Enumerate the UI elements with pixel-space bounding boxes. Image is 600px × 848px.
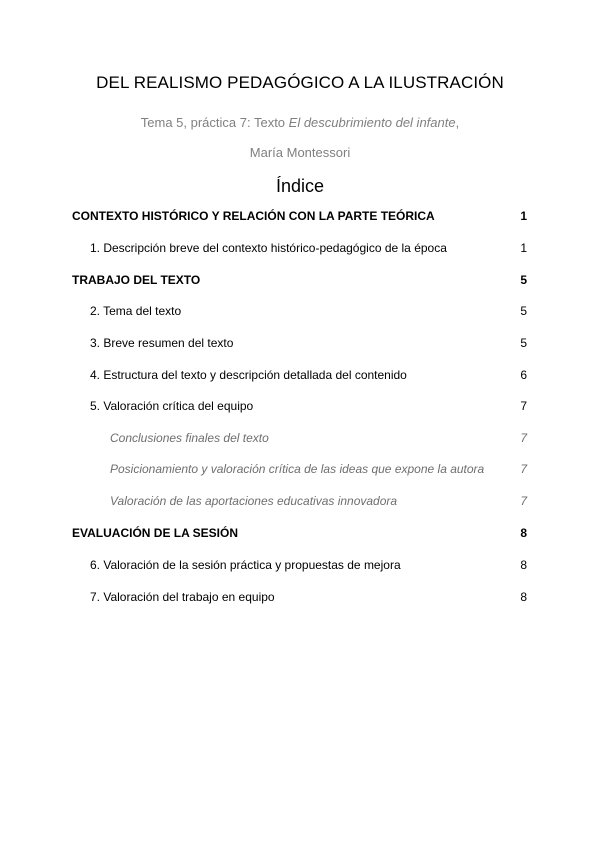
toc-entry-label: 3. Breve resumen del texto	[90, 336, 234, 350]
toc-item-7[interactable]	[90, 588, 527, 606]
toc-entry-label: CONTEXTO HISTÓRICO Y RELACIÓN CON LA PARTE TEÓRICA	[72, 209, 435, 223]
toc-entry-page: 1	[520, 241, 527, 255]
toc-item-6[interactable]	[90, 556, 527, 574]
toc-heading: Índice	[275, 176, 325, 196]
toc-entry-label: 4. Estructura del texto y descripción detallada del contenido	[90, 368, 407, 382]
subtitle-suffix: ,	[455, 115, 460, 130]
toc-entry-label: Conclusiones finales del texto	[110, 431, 269, 445]
subtitle-work-title: El descubrimiento del infante	[288, 115, 456, 130]
toc-entry-label: 7. Valoración del trabajo en equipo	[90, 590, 275, 604]
toc-entry-label: 2. Tema del texto	[90, 304, 182, 318]
toc-entry-page: 8	[520, 558, 527, 572]
toc-entry-label: Valoración de las aportaciones educativas innovadora	[110, 494, 398, 508]
toc-entry-page: 7	[520, 399, 527, 413]
toc-entry-page: 6	[520, 368, 527, 382]
toc-entry-page: 5	[520, 336, 527, 350]
toc-entry-label: 5. Valoración crítica del equipo	[90, 399, 254, 413]
toc-item-3[interactable]	[90, 334, 527, 352]
toc-entry-page: 1	[520, 209, 527, 223]
toc-entry-label: 6. Valoración de la sesión práctica y propuestas de mejora	[90, 558, 401, 572]
toc-entry-label: EVALUACIÓN DE LA SESIÓN	[72, 526, 239, 540]
toc-entry-page: 5	[520, 273, 527, 287]
toc-entry-page: 7	[520, 431, 527, 445]
toc-subitem-posicionamiento[interactable]	[110, 460, 527, 478]
subtitle-prefix: Tema 5, práctica 7: Texto	[140, 115, 289, 130]
toc-item-5[interactable]	[90, 397, 527, 415]
toc-subitem-aportaciones[interactable]	[110, 492, 527, 510]
toc-entry-label: Posicionamiento y valoración crítica de las ideas que expone la autora	[110, 462, 485, 476]
toc-section-contexto[interactable]	[72, 207, 527, 225]
toc-entry-label: TRABAJO DEL TEXTO	[72, 273, 201, 287]
toc-entry-label: 1. Descripción breve del contexto histórico-pedagógico de la época	[90, 241, 447, 255]
toc-subitem-conclusiones[interactable]	[110, 429, 527, 447]
toc-item-4[interactable]	[90, 366, 527, 384]
toc-entry-page: 7	[520, 462, 527, 476]
document-author: María Montessori	[249, 145, 351, 160]
toc-item-2[interactable]	[90, 302, 527, 320]
toc-entry-page: 8	[520, 526, 527, 540]
toc-section-trabajo[interactable]	[72, 271, 527, 289]
toc-item-1[interactable]	[90, 239, 527, 257]
document-subtitle	[0, 114, 600, 132]
toc-section-evaluacion[interactable]	[72, 524, 527, 542]
document-title: DEL REALISMO PEDAGÓGICO A LA ILUSTRACIÓN	[96, 73, 504, 92]
toc-entry-page: 5	[520, 304, 527, 318]
toc-entry-page: 7	[520, 494, 527, 508]
toc-entry-page: 8	[520, 590, 527, 604]
